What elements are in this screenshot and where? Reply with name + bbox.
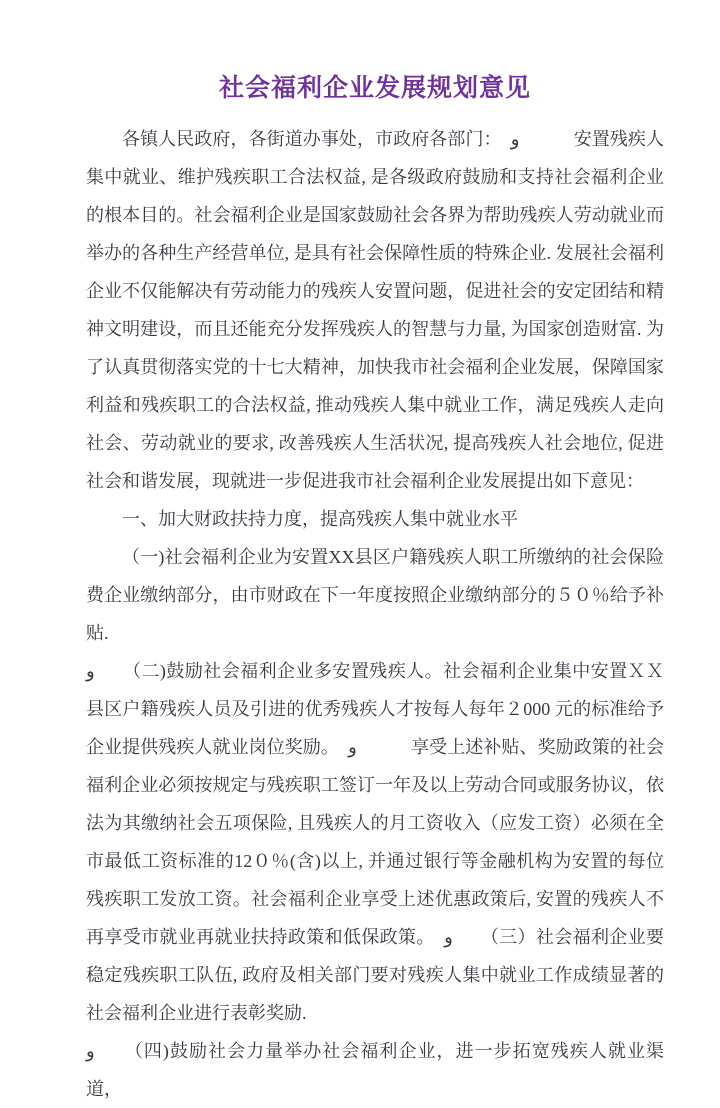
paragraph: و （四)鼓励社会力量举办社会福利企业，进一步拓宽残疾人就业渠道， bbox=[86, 1041, 664, 1099]
document-body bbox=[86, 120, 664, 1108]
page-title: 社会福利企业发展规划意见 bbox=[218, 75, 531, 102]
paragraph: و （二)鼓励社会福利企业多安置残疾人。社会福利企业集中安置ＸＸ县区户籍残疾人员及引进的优秀残疾人才按每人每年２000 元的标准给予企业提供残疾人就业岗位奖励。 و 享受上述补贴、奖励政策的社会福利企业必须按规定与残疾职工签订一年及以上劳动合同或服务协议，依法为其缴纳社会五项保险, 且残疾人的月工资收入（应发工资）必须在全市最低工资标准的12０％(含)以上, 并通过银行等金融机构为安置的每位残疾职工发放工资。社会福利企业享受上述优惠政策后, 安置的残疾人不再享受市就业再就业扶持政策和低保政策。 و （三）社会福利企业要稳定残疾职工队伍, 政府及相关部门要对残疾人集中就业工作成绩显著的社会福利企业进行表彰奖励. bbox=[86, 661, 665, 1023]
paragraph: 一、加大财政扶持力度，提高残疾人集中就业水平 bbox=[122, 509, 518, 529]
paragraph: （一)社会福利企业为安置XX县区户籍残疾人职工所缴纳的社会保险费企业缴纳部分，由市财政在下一年度按照企业缴纳部分的５０％给予补贴. bbox=[86, 547, 664, 643]
paragraph: 各镇人民政府，各街道办事处，市政府各部门： و 安置残疾人集中就业、维护残疾职工合法权益, 是各级政府鼓励和支持社会福利企业的根本目的。社会福利企业是国家鼓励社会各界为帮助残疾人劳动就业而举办的各种生产经营单位, 是具有社会保障性质的特殊企业. 发展社会福利企业不仅能解决有劳动能力的残疾人安置问题，促进社会的安定团结和精神文明建设，而且还能充分发挥残疾人的智慧与力量, 为国家创造财富. 为了认真贯彻落实党的十七大精神，加快我市社会福利企业发展，保障国家利益和残疾职工的合法权益, 推动残疾人集中就业工作，满足残疾人走向社会、劳动就业的要求, 改善残疾人生活状况, 提高残疾人社会地位, 促进社会和谐发展，现就进一步促进我市社会福利企业发展提出如下意见： bbox=[86, 129, 665, 491]
